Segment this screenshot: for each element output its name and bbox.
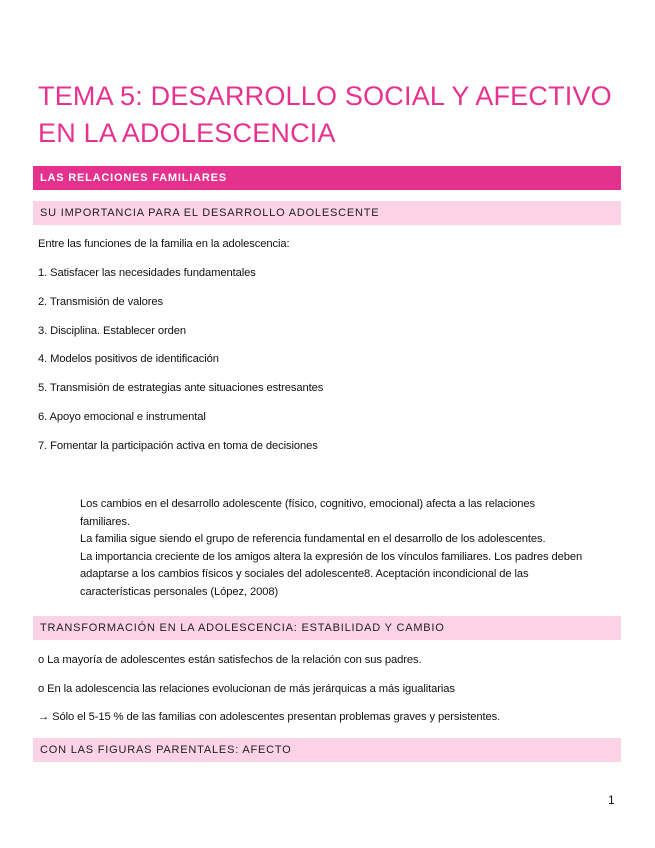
list-item: 5. Transmisión de estrategias ante situaciones estresantes [38, 382, 324, 394]
subsection-heading-importancia: SU IMPORTANCIA PARA EL DESARROLLO ADOLESCENTE [33, 201, 621, 225]
block-line: Los cambios en el desarrollo adolescente (físico, cognitivo, emocional) afecta a las relaciones [80, 498, 536, 510]
block-line: características personales (López, 2008) [80, 585, 279, 598]
subsection-heading-transformacion: TRANSFORMACIÓN EN LA ADOLESCENCIA: ESTABILIDAD Y CAMBIO [33, 616, 621, 640]
intro-paragraph: Entre las funciones de la familia en la adolescencia: [38, 238, 290, 250]
block-line: La importancia creciente de los amigos altera la expresión de los vínculos familiares. Los padres deben [80, 550, 583, 563]
section-heading-relaciones-familiares: LAS RELACIONES FAMILIARES [33, 166, 621, 190]
list-item: 4. Modelos positivos de identificación [38, 353, 219, 365]
page-number: 1 [608, 793, 615, 807]
list-item: 1. Satisfacer las necesidades fundamentales [38, 267, 256, 279]
block-line: La familia sigue siendo el grupo de referencia fundamental en el desarrollo de los adolescentes. [80, 533, 546, 546]
list-item: 6. Apoyo emocional e instrumental [38, 411, 206, 423]
list-item: 7. Fomentar la participación activa en toma de decisiones [38, 440, 318, 452]
subsection-heading-figuras-parentales: CON LAS FIGURAS PARENTALES: AFECTO [33, 738, 621, 762]
block-line: familiares. [80, 515, 130, 528]
indented-paragraph-block [80, 496, 620, 602]
list-item: 2. Transmisión de valores [38, 296, 163, 308]
bullet-line: o La mayoría de adolescentes están satisfechos de la relación con sus padres. [38, 654, 422, 666]
bullet-line: o En la adolescencia las relaciones evolucionan de más jerárquicas a más igualitarias [38, 683, 455, 695]
document-title: TEMA 5: DESARROLLO SOCIAL Y AFECTIVO EN LA ADOLESCENCIA [38, 81, 612, 148]
arrow-line: → Sólo el 5-15 % de las familias con adolescentes presentan problemas graves y persistentes. [38, 711, 501, 723]
block-line: adaptarse a los cambios físicos y sociales del adolescente8. Aceptación incondicional de las [80, 568, 529, 581]
list-item: 3. Disciplina. Establecer orden [38, 325, 187, 337]
